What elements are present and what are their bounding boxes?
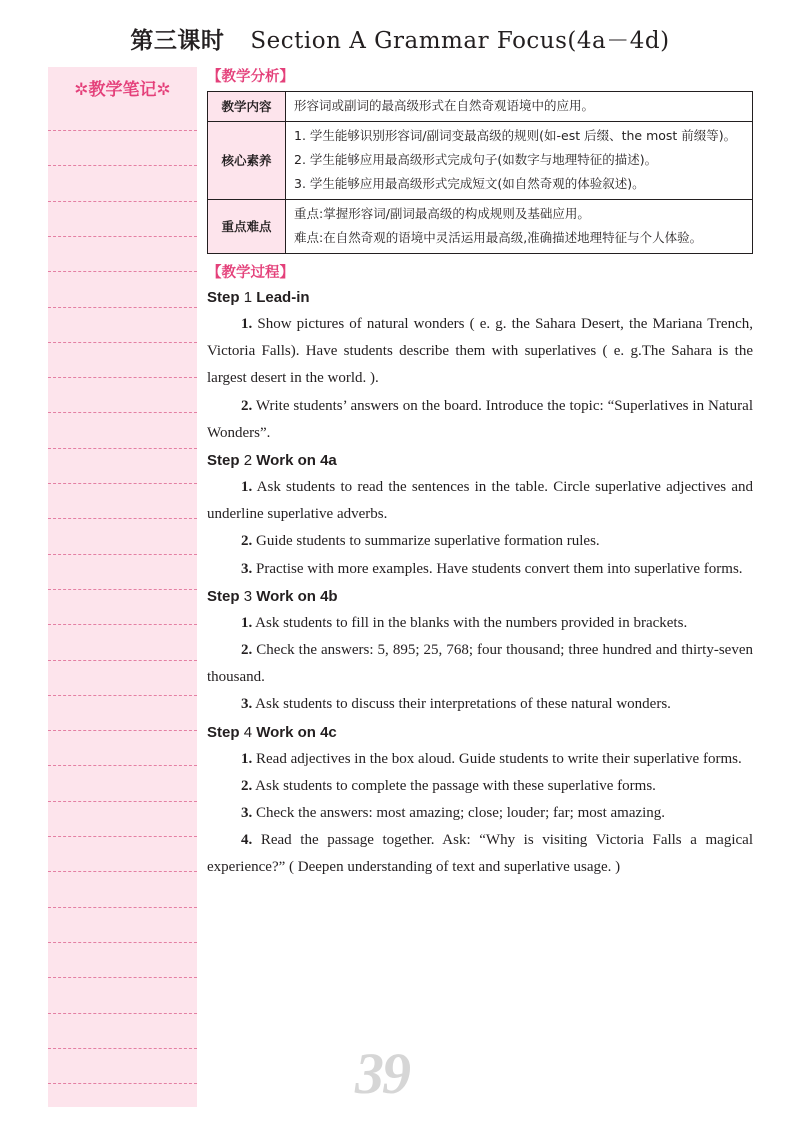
row-line: 3. 学生能够应用最高级形式完成短文(如自然奇观的体验叙述)。 xyxy=(294,176,645,191)
lesson-label: 第三课时 xyxy=(130,28,225,54)
page-title xyxy=(0,22,800,55)
step-paragraph xyxy=(207,556,753,583)
note-line xyxy=(48,1048,197,1049)
note-line xyxy=(48,342,197,343)
item-number: 2. xyxy=(241,642,253,659)
notes-sidebar-title: ✲教学笔记✲ xyxy=(74,80,171,100)
row-content xyxy=(286,92,753,122)
note-line xyxy=(48,448,197,449)
step-heading xyxy=(207,284,753,311)
row-label: 教学内容 xyxy=(208,92,286,122)
note-line xyxy=(48,871,197,872)
note-line xyxy=(48,1013,197,1014)
step-title: Lead-in xyxy=(256,289,310,306)
note-line xyxy=(48,307,197,308)
item-number: 3. xyxy=(241,805,253,822)
main-content xyxy=(207,66,753,882)
process-section xyxy=(207,262,753,882)
note-line xyxy=(48,201,197,202)
item-text: Write students’ answers on the board. Introduce the topic: “Superlatives in Natural Wonders”. xyxy=(207,397,753,441)
note-line xyxy=(48,695,197,696)
row-line: 形容词或副词的最高级形式在自然奇观语境中的应用。 xyxy=(294,98,595,113)
item-text: Ask students to discuss their interpretations of these natural wonders. xyxy=(252,696,671,713)
step-number: 2 xyxy=(243,452,253,470)
item-text: Read adjectives in the box aloud. Guide students to write their superlative forms. xyxy=(252,750,742,767)
row-label: 核心素养 xyxy=(208,122,286,200)
item-text: Check the answers: 5, 895; 25, 768; four thousand; three hundred and thirty-seven thousand. xyxy=(207,642,753,686)
note-line xyxy=(48,942,197,943)
step-paragraph xyxy=(207,691,753,718)
item-text: Guide students to summarize superlative formation rules. xyxy=(252,533,600,550)
step-number: 4 xyxy=(243,723,253,741)
row-label: 重点难点 xyxy=(208,200,286,254)
note-line xyxy=(48,165,197,166)
step-paragraph xyxy=(207,773,753,800)
note-line xyxy=(48,589,197,590)
step-paragraph xyxy=(207,637,753,691)
step-prefix: Step xyxy=(207,587,240,605)
step-paragraph xyxy=(207,311,753,393)
note-line xyxy=(48,624,197,625)
page-number: 39 xyxy=(355,1041,409,1106)
step-heading xyxy=(207,447,753,474)
step-paragraph xyxy=(207,528,753,555)
note-line xyxy=(48,765,197,766)
note-line xyxy=(48,271,197,272)
table-row xyxy=(208,200,753,254)
step-title: Work on 4a xyxy=(256,452,337,470)
analysis-heading: 【教学分析】 xyxy=(207,69,294,85)
row-line: 难点:在自然奇观的语境中灵活运用最高级,准确描述地理特征与个人体验。 xyxy=(294,230,703,245)
step-paragraph xyxy=(207,800,753,827)
note-line xyxy=(48,977,197,978)
notes-sidebar xyxy=(48,67,197,1107)
item-number: 1. xyxy=(241,316,253,332)
step-paragraph xyxy=(207,610,753,637)
item-text: Read the passage together. Ask: “Why is visiting Victoria Falls a magical experience?” ( Deepen understanding of text and superlative usage. ) xyxy=(207,832,753,876)
note-line xyxy=(48,836,197,837)
step-title: Work on 4c xyxy=(256,723,337,741)
note-line xyxy=(48,554,197,555)
step-paragraph xyxy=(207,746,753,773)
note-line xyxy=(48,130,197,131)
item-text: Ask students to read the sentences in the table. Circle superlative adjectives and underline superlative adverbs. xyxy=(207,479,753,523)
item-text: Check the answers: most amazing; close; louder; far; most amazing. xyxy=(252,805,666,822)
row-line: 2. 学生能够应用最高级形式完成句子(如数字与地理特征的描述)。 xyxy=(294,152,658,167)
note-line xyxy=(48,377,197,378)
note-line xyxy=(48,236,197,237)
step-paragraph xyxy=(207,827,753,881)
step-heading xyxy=(207,719,753,746)
table-row xyxy=(208,122,753,200)
step-paragraph xyxy=(207,393,753,447)
item-text: Practise with more examples. Have students convert them into superlative forms. xyxy=(252,560,743,577)
row-content xyxy=(286,122,753,200)
step-prefix: Step xyxy=(207,723,240,741)
item-number: 1. xyxy=(241,750,253,767)
note-line xyxy=(48,483,197,484)
note-line xyxy=(48,730,197,731)
item-text: Ask students to complete the passage with these superlative forms. xyxy=(252,777,656,794)
row-line: 重点:掌握形容词/副词最高级的构成规则及基础应用。 xyxy=(294,206,590,221)
process-heading: 【教学过程】 xyxy=(207,265,294,281)
step-number: 1 xyxy=(243,289,253,306)
note-line xyxy=(48,660,197,661)
item-number: 3. xyxy=(241,560,253,577)
item-number: 4. xyxy=(241,832,253,849)
section-title: Section A Grammar Focus(4a－4d) xyxy=(250,28,670,54)
row-content xyxy=(286,200,753,254)
step-number: 3 xyxy=(243,587,253,605)
note-line xyxy=(48,412,197,413)
step-prefix: Step xyxy=(207,289,240,306)
item-number: 1. xyxy=(241,479,253,496)
step-prefix: Step xyxy=(207,452,240,470)
item-number: 2. xyxy=(241,397,253,414)
item-number: 2. xyxy=(241,533,253,550)
note-line xyxy=(48,1083,197,1084)
item-number: 2. xyxy=(241,777,253,794)
note-line xyxy=(48,801,197,802)
row-line: 1. 学生能够识别形容词/副词变最高级的规则(如-est 后缀、the most 前缀等)。 xyxy=(294,128,737,143)
step-title: Work on 4b xyxy=(256,587,338,605)
item-text: Ask students to fill in the blanks with the numbers provided in brackets. xyxy=(252,614,688,631)
table-row xyxy=(208,92,753,122)
analysis-table xyxy=(207,91,753,254)
note-line xyxy=(48,518,197,519)
item-number: 1. xyxy=(241,614,253,631)
note-line xyxy=(48,907,197,908)
step-heading xyxy=(207,583,753,610)
item-text: Show pictures of natural wonders ( e. g. the Sahara Desert, the Mariana Trench, Victoria Falls). Have students describe them with superlatives ( e. g.The Sahara is the largest desert in the world. ). xyxy=(207,316,753,387)
step-paragraph xyxy=(207,474,753,528)
item-number: 3. xyxy=(241,696,253,713)
